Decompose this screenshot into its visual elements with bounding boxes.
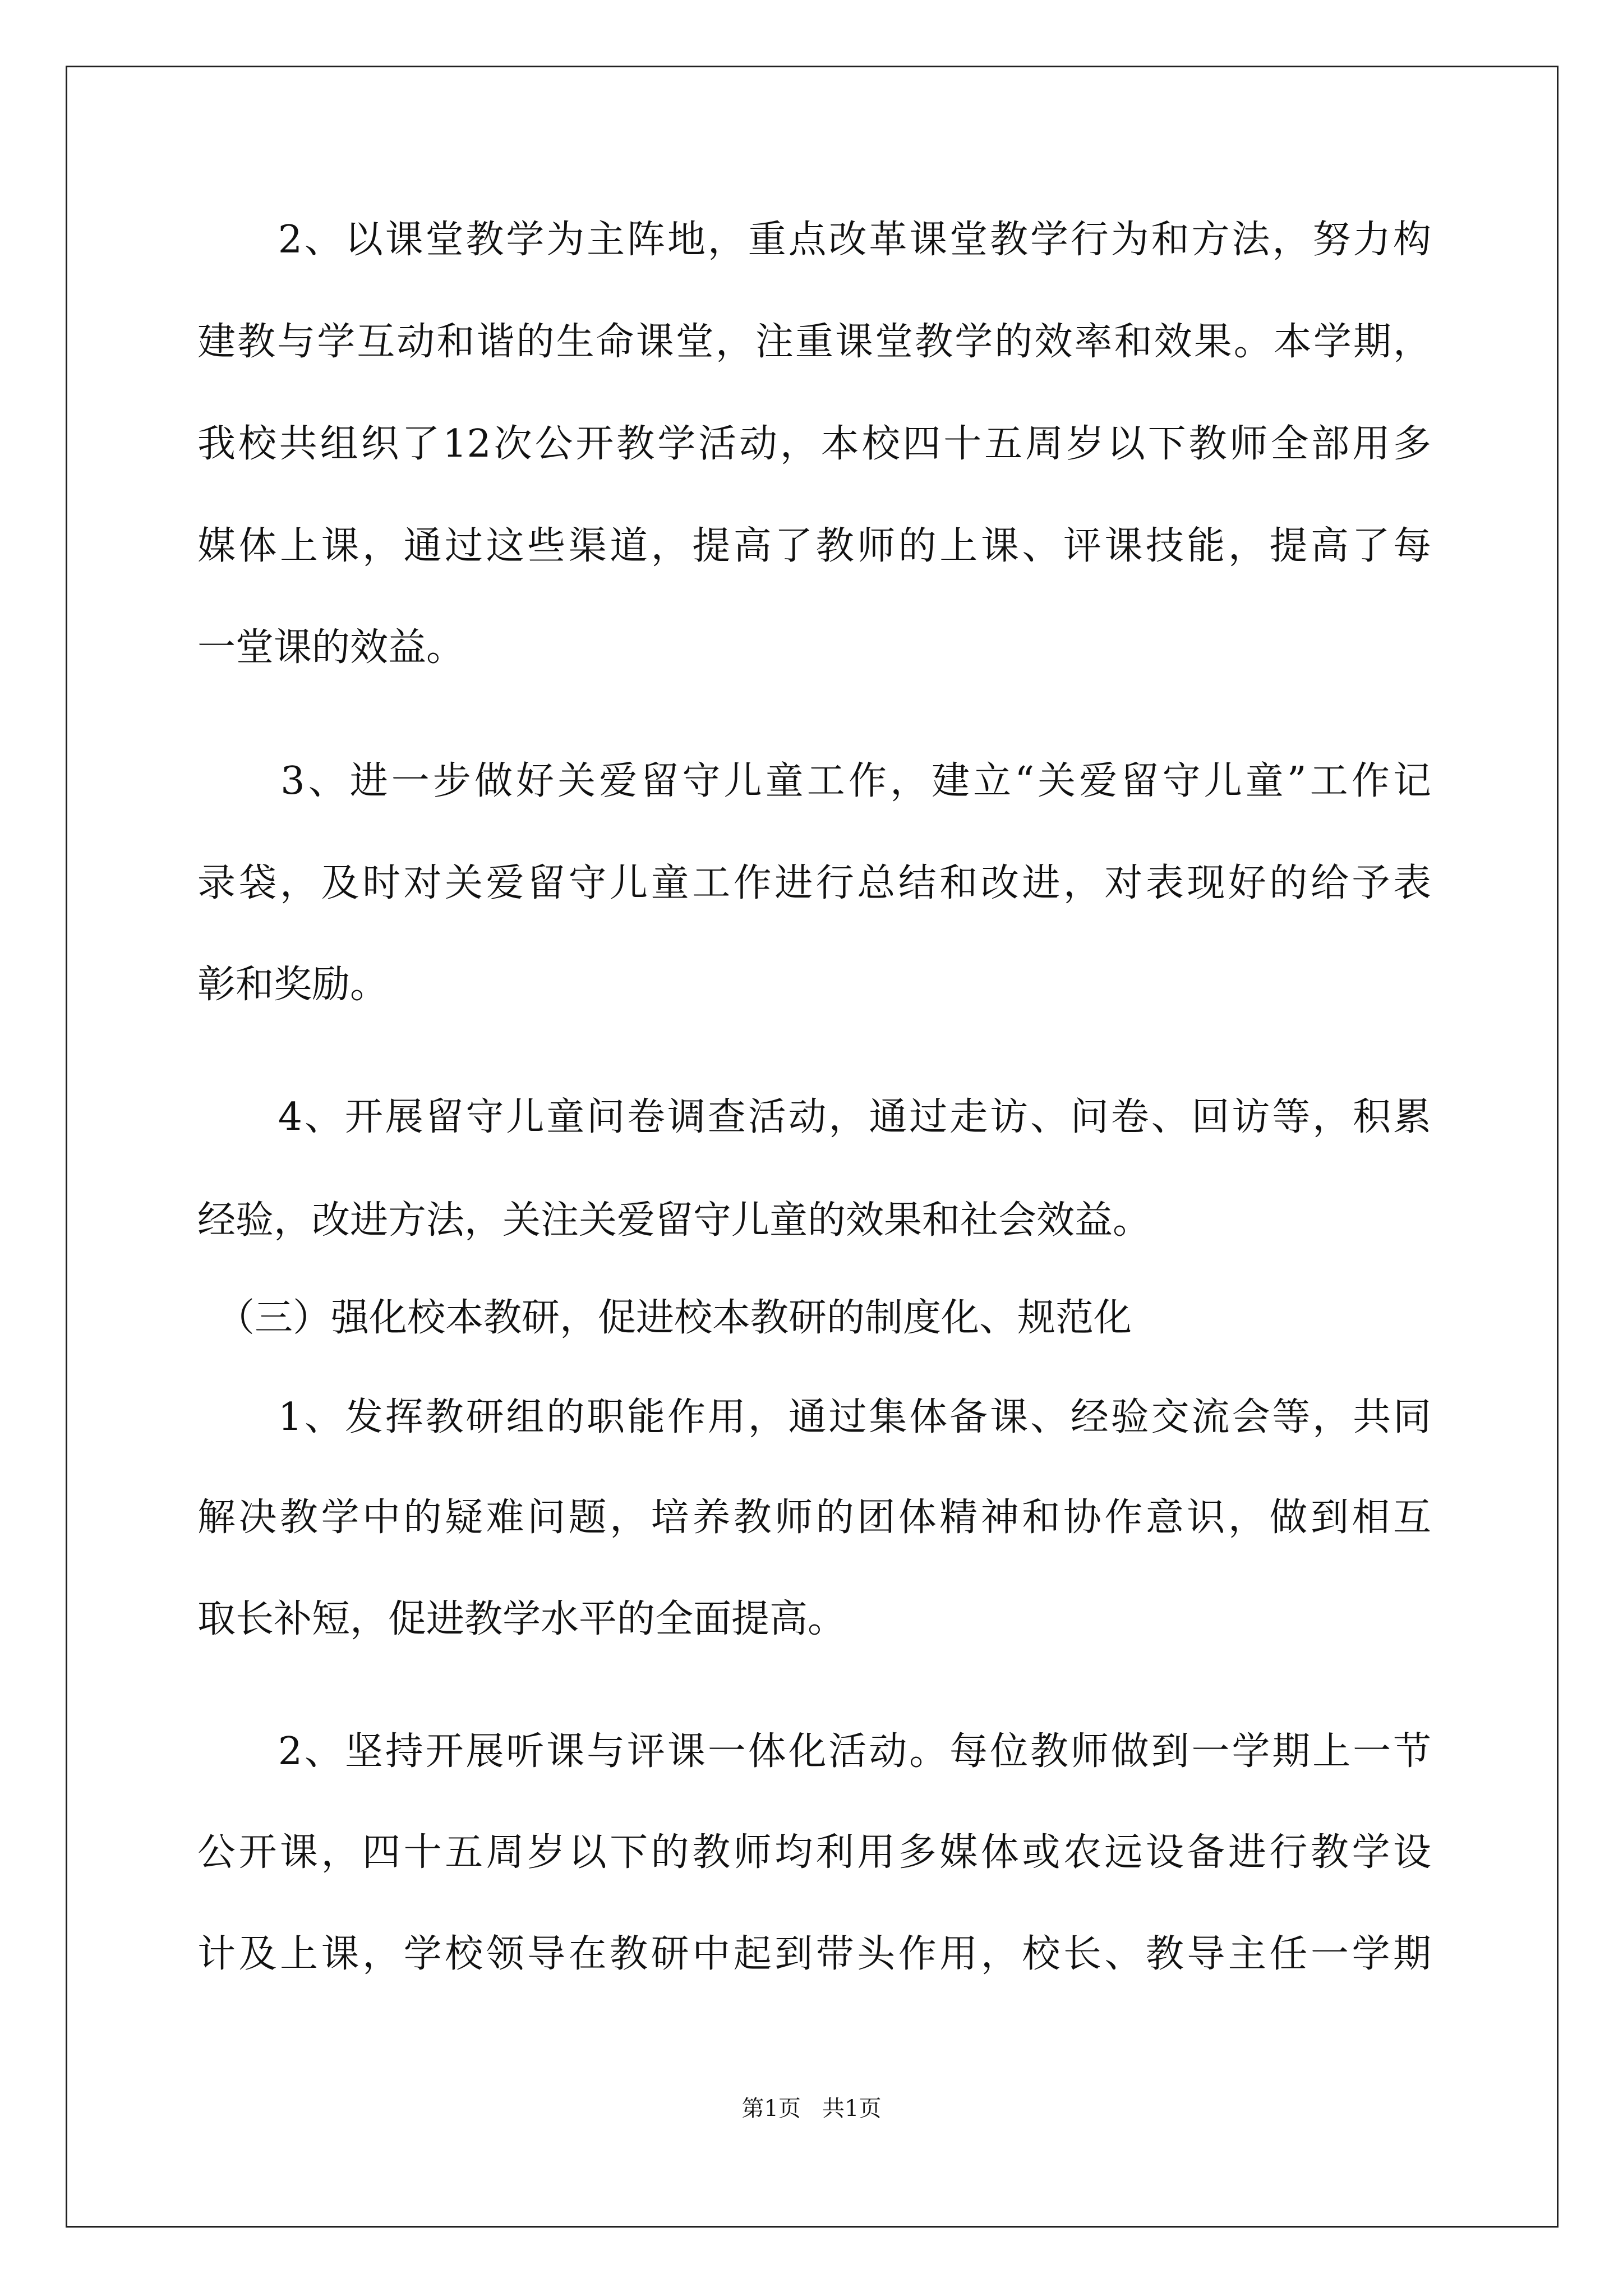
text-line: 建教与学互动和谐的生命课堂，注重课堂教学的效率和效果。本学期，	[197, 320, 1431, 364]
text-line: 录袋，及时对关爱留守儿童工作进行总结和改进，对表现好的给予表	[197, 861, 1431, 905]
text-line: 我校共组织了12次公开教学活动，本校四十五周岁以下教师全部用多	[197, 422, 1431, 466]
text-line: 经验，改进方法，关注关爱留守儿童的效果和社会效益。	[197, 1198, 1151, 1243]
text-line: 取长补短，促进教学水平的全面提高。	[197, 1597, 846, 1641]
text-line: 2、坚持开展听课与评课一体化活动。每位教师做到一学期上一节	[197, 1729, 1431, 1774]
text-line: 解决教学中的疑难问题，培养教师的团体精神和协作意识，做到相互	[197, 1496, 1431, 1540]
text-line: 1、发挥教研组的职能作用，通过集体备课、经验交流会等，共同	[197, 1395, 1431, 1439]
text-line: 彰和奖励。	[197, 963, 389, 1007]
text-line: 3、进一步做好关爱留守儿童工作，建立“关爱留守儿童”工作记	[197, 759, 1431, 803]
text-line: 计及上课，学校领导在教研中起到带头作用，校长、教导主任一学期	[197, 1932, 1431, 1976]
text-line: 一堂课的效益。	[197, 625, 465, 670]
text-line: 媒体上课，通过这些渠道，提高了教师的上课、评课技能，提高了每	[197, 524, 1431, 568]
page-number-footer: 第1页 共1页	[741, 2096, 882, 2122]
text-line: 2、以课堂教学为主阵地，重点改革课堂教学行为和方法，努力构	[197, 218, 1431, 262]
text-line: 4、开展留守儿童问卷调查活动，通过走访、问卷、回访等，积累	[197, 1095, 1431, 1139]
section-heading: （三）强化校本教研，促进校本教研的制度化、规范化	[197, 1296, 1132, 1340]
page-border	[66, 66, 1559, 2228]
text-line: 公开课，四十五周岁以下的教师均利用多媒体或农远设备进行教学设	[197, 1830, 1431, 1875]
